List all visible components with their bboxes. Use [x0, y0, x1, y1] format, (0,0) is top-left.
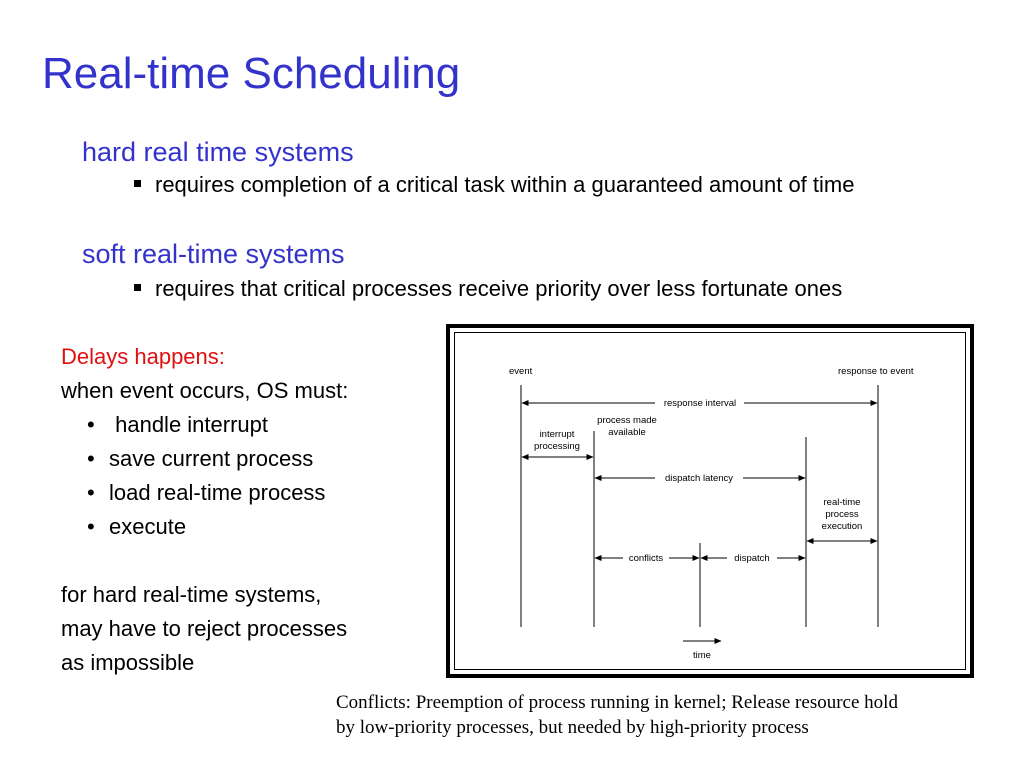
square-bullet-icon — [134, 180, 141, 187]
bullet-dot-icon: • — [87, 412, 95, 437]
delays-item-text: load real-time process — [109, 480, 326, 505]
delays-item-text: save current process — [109, 446, 314, 471]
process-made-available-label-2: available — [608, 427, 646, 438]
time-label: time — [693, 650, 711, 661]
dispatch-latency-label: dispatch latency — [664, 473, 734, 484]
caption-line: Conflicts: Preemption of process running in kernel; Release resource hold — [336, 692, 898, 713]
delays-note-line: may have to reject processes — [61, 616, 348, 641]
response-to-event-label: response to event — [838, 366, 914, 377]
dispatch-latency-diagram — [455, 333, 972, 676]
process-made-available-label-1: process made — [597, 415, 657, 426]
soft-rt-heading: soft real-time systems — [82, 239, 345, 269]
delays-item — [87, 442, 348, 476]
diagram-inner-border — [454, 332, 966, 670]
square-bullet-icon — [134, 284, 141, 291]
caption-line: by low-priority processes, but needed by high-priority process — [336, 717, 809, 738]
delays-item — [87, 510, 348, 544]
hard-rt-heading: hard real time systems — [82, 137, 354, 167]
rt-execution-label-2: process — [825, 509, 859, 520]
delays-note-line: for hard real-time systems, — [61, 582, 322, 607]
bullet-dot-icon: • — [87, 446, 95, 471]
delays-item-text: handle interrupt — [109, 412, 268, 437]
hard-rt-bullet-text: requires completion of a critical task within a guaranteed amount of time — [155, 172, 855, 197]
delays-intro: when event occurs, OS must: — [61, 378, 349, 403]
conflicts-caption — [336, 690, 898, 740]
event-label: event — [509, 366, 533, 377]
rt-execution-label-3: execution — [821, 521, 863, 532]
bullet-dot-icon: • — [87, 480, 95, 505]
interrupt-processing-label-1: interrupt — [539, 429, 575, 440]
interrupt-processing-label-2: processing — [534, 441, 580, 452]
response-interval-label: response interval — [663, 398, 737, 409]
bullet-dot-icon: • — [87, 514, 95, 539]
delays-note-line: as impossible — [61, 650, 195, 675]
diagram-frame — [446, 324, 974, 678]
rt-execution-label-1: real-time — [823, 497, 861, 508]
delays-heading: Delays happens: — [61, 344, 225, 369]
conflicts-label: conflicts — [628, 553, 664, 564]
delays-list — [61, 408, 348, 544]
hard-rt-bullet — [134, 174, 854, 196]
delays-block — [61, 340, 348, 680]
soft-rt-bullet-text: requires that critical processes receive priority over less fortunate ones — [155, 276, 843, 301]
slide-title: Real-time Scheduling — [42, 49, 461, 98]
delays-item — [87, 408, 348, 442]
delays-item-text: execute — [109, 514, 187, 539]
dispatch-label: dispatch — [734, 553, 770, 564]
delays-item — [87, 476, 348, 510]
soft-rt-bullet — [134, 278, 842, 300]
